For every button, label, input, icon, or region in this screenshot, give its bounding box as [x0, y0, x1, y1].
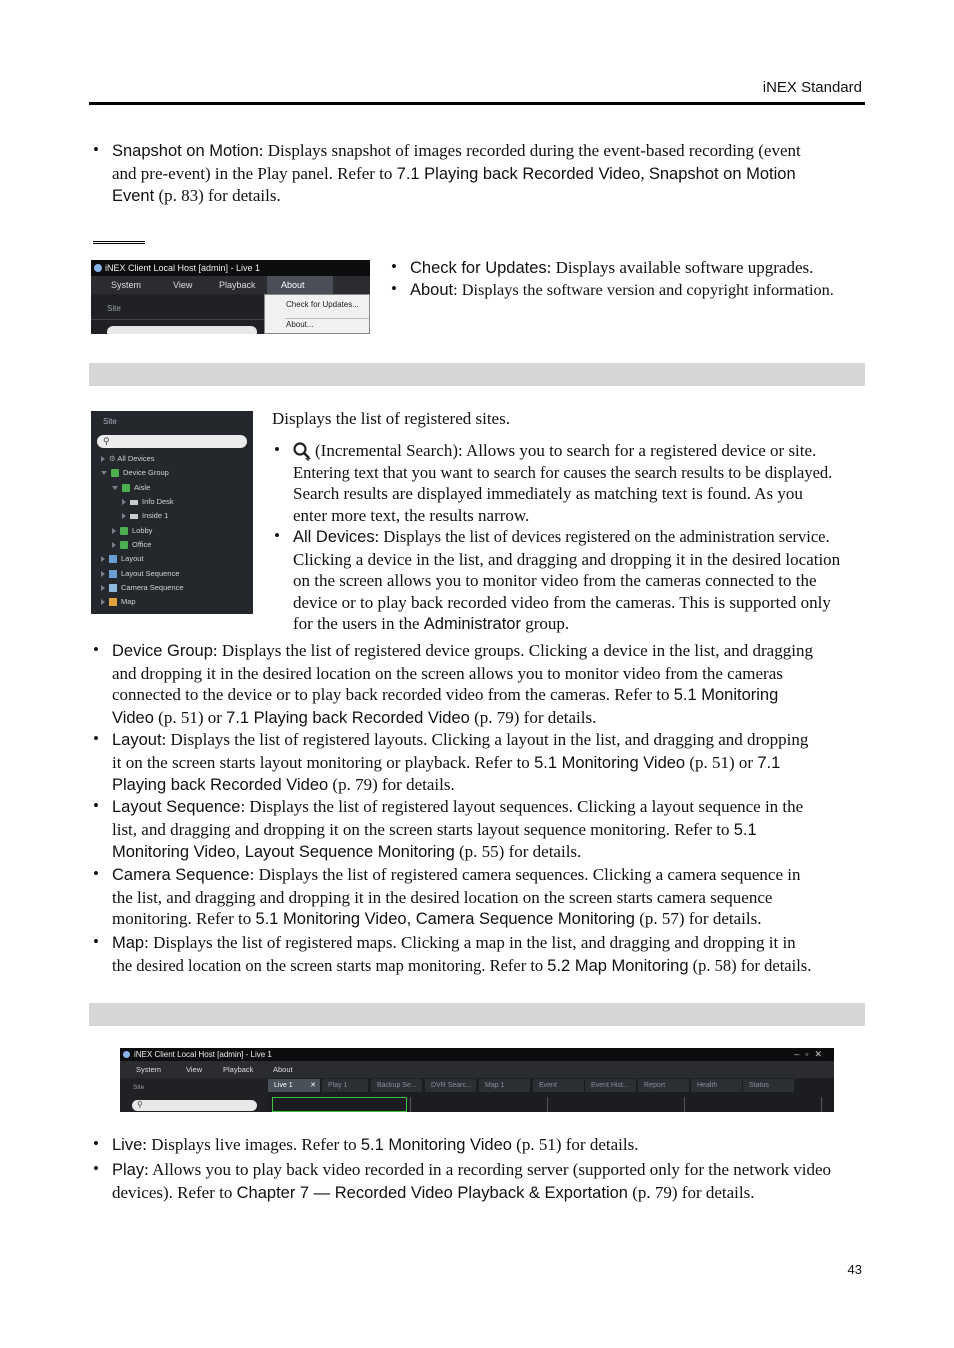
tab-event[interactable]: Event: [533, 1079, 585, 1092]
about-item[interactable]: About...: [286, 320, 314, 329]
check-updates-desc: Check for Updates: Displays available software upgrades.: [410, 258, 814, 277]
ref-link[interactable]: Video: [112, 708, 154, 727]
camera-icon: [130, 514, 138, 519]
camera-sequence-desc: Camera Sequence: Displays the list of registered camera sequences. Clicking a camera sequence in the list, and dragging and dropping it in the desired location on the screen starts camera sequence monitoring. Refer to 5.1 Monitoring Video, Camera Sequence Monitoring (p. 57) for details.: [112, 865, 801, 928]
site-label: Site: [103, 417, 117, 426]
bullet: •: [93, 140, 99, 159]
ref-link[interactable]: 5.1 Monitoring Video: [534, 753, 686, 772]
menu-about[interactable]: About: [273, 1065, 293, 1074]
tree-item[interactable]: Office: [112, 540, 151, 549]
section-bar: [89, 1003, 865, 1026]
site-panel-screenshot: [91, 411, 253, 614]
group-icon: [120, 527, 128, 535]
ref-link[interactable]: 5.2 Map Monitoring: [547, 956, 689, 975]
tab-play-1[interactable]: Play 1: [322, 1079, 369, 1092]
ref-link[interactable]: Monitoring Video, Layout Sequence Monitoring: [112, 843, 455, 861]
layout-icon: [109, 555, 117, 563]
tab-dvr-search[interactable]: DVR Searc...: [425, 1079, 477, 1092]
tree-item[interactable]: Layout Sequence: [101, 569, 179, 578]
close-tab-icon: ✕: [310, 1082, 316, 1089]
ref-link[interactable]: 5.1 Monitoring Video, Camera Sequence Monitoring: [255, 910, 635, 928]
ref-link[interactable]: 5.1: [733, 820, 757, 839]
ref-link[interactable]: Event: [112, 187, 155, 205]
layout-sequence-desc: Layout Sequence: Displays the list of registered layout sequences. Clicking a layout sequence in the list, and dragging and dropping it on the screen starts layout sequence monitoring. Refer to 5.1 Monitoring Video, Layout Sequence Monitoring (p. 55) for details.: [112, 797, 804, 861]
window-titlebar: iNEX Client Local Host [admin] - Live 1 –▫✕: [120, 1048, 834, 1061]
snapshot-paragraph: Snapshot on Motion: Displays snapshot of images recorded during the event-based recording (event and pre-event) in the Play panel. Refer to 7.1 Playing back Recorded Video, Snapshot on Motion Event (p. 83) for details.: [112, 141, 801, 205]
tab-report[interactable]: Report: [638, 1079, 690, 1092]
tree-item[interactable]: Aisle: [112, 483, 150, 492]
tree-item[interactable]: Inside 1: [122, 511, 168, 520]
about-menu-screenshot: [91, 260, 370, 334]
menu-view[interactable]: View: [186, 1065, 203, 1074]
menu-system[interactable]: System: [111, 280, 142, 290]
menu-playback[interactable]: Playback: [219, 280, 256, 290]
term-snapshot: Snapshot on Motion: [112, 142, 259, 160]
ref-link[interactable]: 7.1: [757, 753, 781, 772]
tab-live-1[interactable]: Live 1 ✕: [268, 1079, 321, 1092]
ref-link[interactable]: Chapter 7 — Recorded Video Playback & Exportation: [236, 1183, 628, 1202]
play-desc: Play: Allows you to play back video recorded in a recording server (supported only for the network video devices). Refer to Chapter 7 — Recorded Video Playback & Exportation (p. 79) for details.: [112, 1160, 831, 1202]
section-rule: [93, 241, 145, 244]
map-icon: [109, 598, 117, 606]
section-bar: [89, 363, 865, 386]
running-header: iNEX Standard: [762, 79, 862, 96]
tab-status[interactable]: Status: [743, 1079, 795, 1092]
group-icon: [120, 541, 128, 549]
app-logo-icon: [94, 264, 102, 272]
layout-sequence-icon: [109, 570, 117, 578]
tab-map-1[interactable]: Map 1: [479, 1079, 531, 1092]
tab-area: [268, 1079, 834, 1112]
tree-item[interactable]: ⚙ All Devices: [101, 454, 155, 463]
live-desc: Live: Displays live images. Refer to 5.1 Monitoring Video (p. 51) for details.: [112, 1135, 639, 1154]
tab-health[interactable]: Health: [691, 1079, 743, 1092]
ref-link[interactable]: Playing back Recorded Video: [112, 776, 329, 794]
ref-link[interactable]: 5.1 Monitoring: [673, 686, 779, 704]
tab-backup-search[interactable]: Backup Se...: [371, 1079, 423, 1092]
page-number: 43: [847, 1262, 862, 1277]
menu-about[interactable]: About: [267, 276, 333, 294]
layout-desc: Layout: Displays the list of registered layouts. Clicking a layout in the list, and dragging and dropping it on the screen starts layout monitoring or playback. Refer to 5.1 Monitoring Video (p. 51) or 7.1 Playing back Recorded Video (p. 79) for details.: [112, 730, 809, 794]
search-input[interactable]: [107, 326, 257, 334]
site-label: Site: [133, 1084, 145, 1091]
menu-view[interactable]: View: [173, 280, 193, 290]
tab-event-history[interactable]: Event Hist...: [585, 1079, 637, 1092]
window-titlebar: iNEX Client Local Host [admin] - Live 1: [91, 260, 370, 276]
incremental-search-desc: (Incremental Search): Allows you to search for a registered device or site. Entering text that you want to search for causes the search results to be displayed. Search results are displayed immediately as matching text is found. As you enter more text, the results narrow.: [293, 441, 833, 525]
tree-item[interactable]: Info Desk: [122, 497, 174, 506]
search-icon: ⚲: [103, 436, 110, 446]
tree-item[interactable]: Layout: [101, 554, 144, 563]
search-icon: ⚲: [137, 1100, 143, 1109]
site-label: Site: [107, 304, 121, 313]
menu-playback[interactable]: Playback: [223, 1065, 254, 1074]
ref-link[interactable]: 5.1 Monitoring Video: [360, 1136, 512, 1154]
menu-bar: [120, 1061, 834, 1078]
video-tile-selected[interactable]: [272, 1097, 407, 1112]
menu-system[interactable]: System: [136, 1065, 162, 1074]
tabs-screenshot: [120, 1048, 834, 1112]
ref-link[interactable]: Snapshot on Motion: [648, 164, 796, 183]
site-search-input[interactable]: [132, 1100, 257, 1111]
tree-item[interactable]: Device Group: [101, 468, 169, 477]
device-group-icon: [111, 469, 119, 477]
group-icon: [122, 484, 130, 492]
window-controls-icon[interactable]: –▫✕: [794, 1049, 828, 1059]
app-logo-icon: [123, 1051, 130, 1058]
check-for-updates-item[interactable]: Check for Updates...: [286, 300, 359, 309]
all-devices-desc: All Devices: Displays the list of devices registered on the administration service. Clicking a device in the list, and dragging and dropping it in the desired location on the screen allows you to monitor video from the cameras connected to the device or to play back recorded video from the cameras. This is supported only for the users in the Administrator group.: [293, 527, 841, 633]
ref-link[interactable]: 7.1 Playing back Recorded Video: [396, 164, 641, 183]
tree-item[interactable]: Lobby: [112, 526, 152, 535]
about-desc: About: Displays the software version and copyright information.: [410, 280, 834, 299]
camera-sequence-icon: [109, 584, 117, 592]
tree-item[interactable]: Map: [101, 597, 136, 606]
site-search-input[interactable]: [97, 435, 247, 448]
ref-link[interactable]: 7.1 Playing back Recorded Video: [226, 708, 470, 727]
tree-item[interactable]: Camera Sequence: [101, 583, 184, 592]
device-group-desc: Device Group: Displays the list of registered device groups. Clicking a device in the list, and dragging and dropping it in the desired location on the screen allows you to monitor video from the cameras connected to the device or to play back recorded video from the cameras. Refer to 5.1 Monitoring Video (p. 51) or 7.1 Playing back Recorded Video (p. 79) for details.: [112, 641, 813, 727]
site-intro: Displays the list of registered sites.: [272, 409, 510, 428]
about-dropdown: [264, 294, 370, 334]
menu-bar: [91, 276, 370, 294]
map-desc: Map: Displays the list of registered maps. Clicking a map in the list, and dragging and dropping it in the desired location on the screen starts map monitoring. Refer to 5.2 Map Monitoring (p. 58) for details.: [112, 933, 812, 975]
header-rule: [89, 102, 865, 105]
camera-icon: [130, 500, 138, 505]
